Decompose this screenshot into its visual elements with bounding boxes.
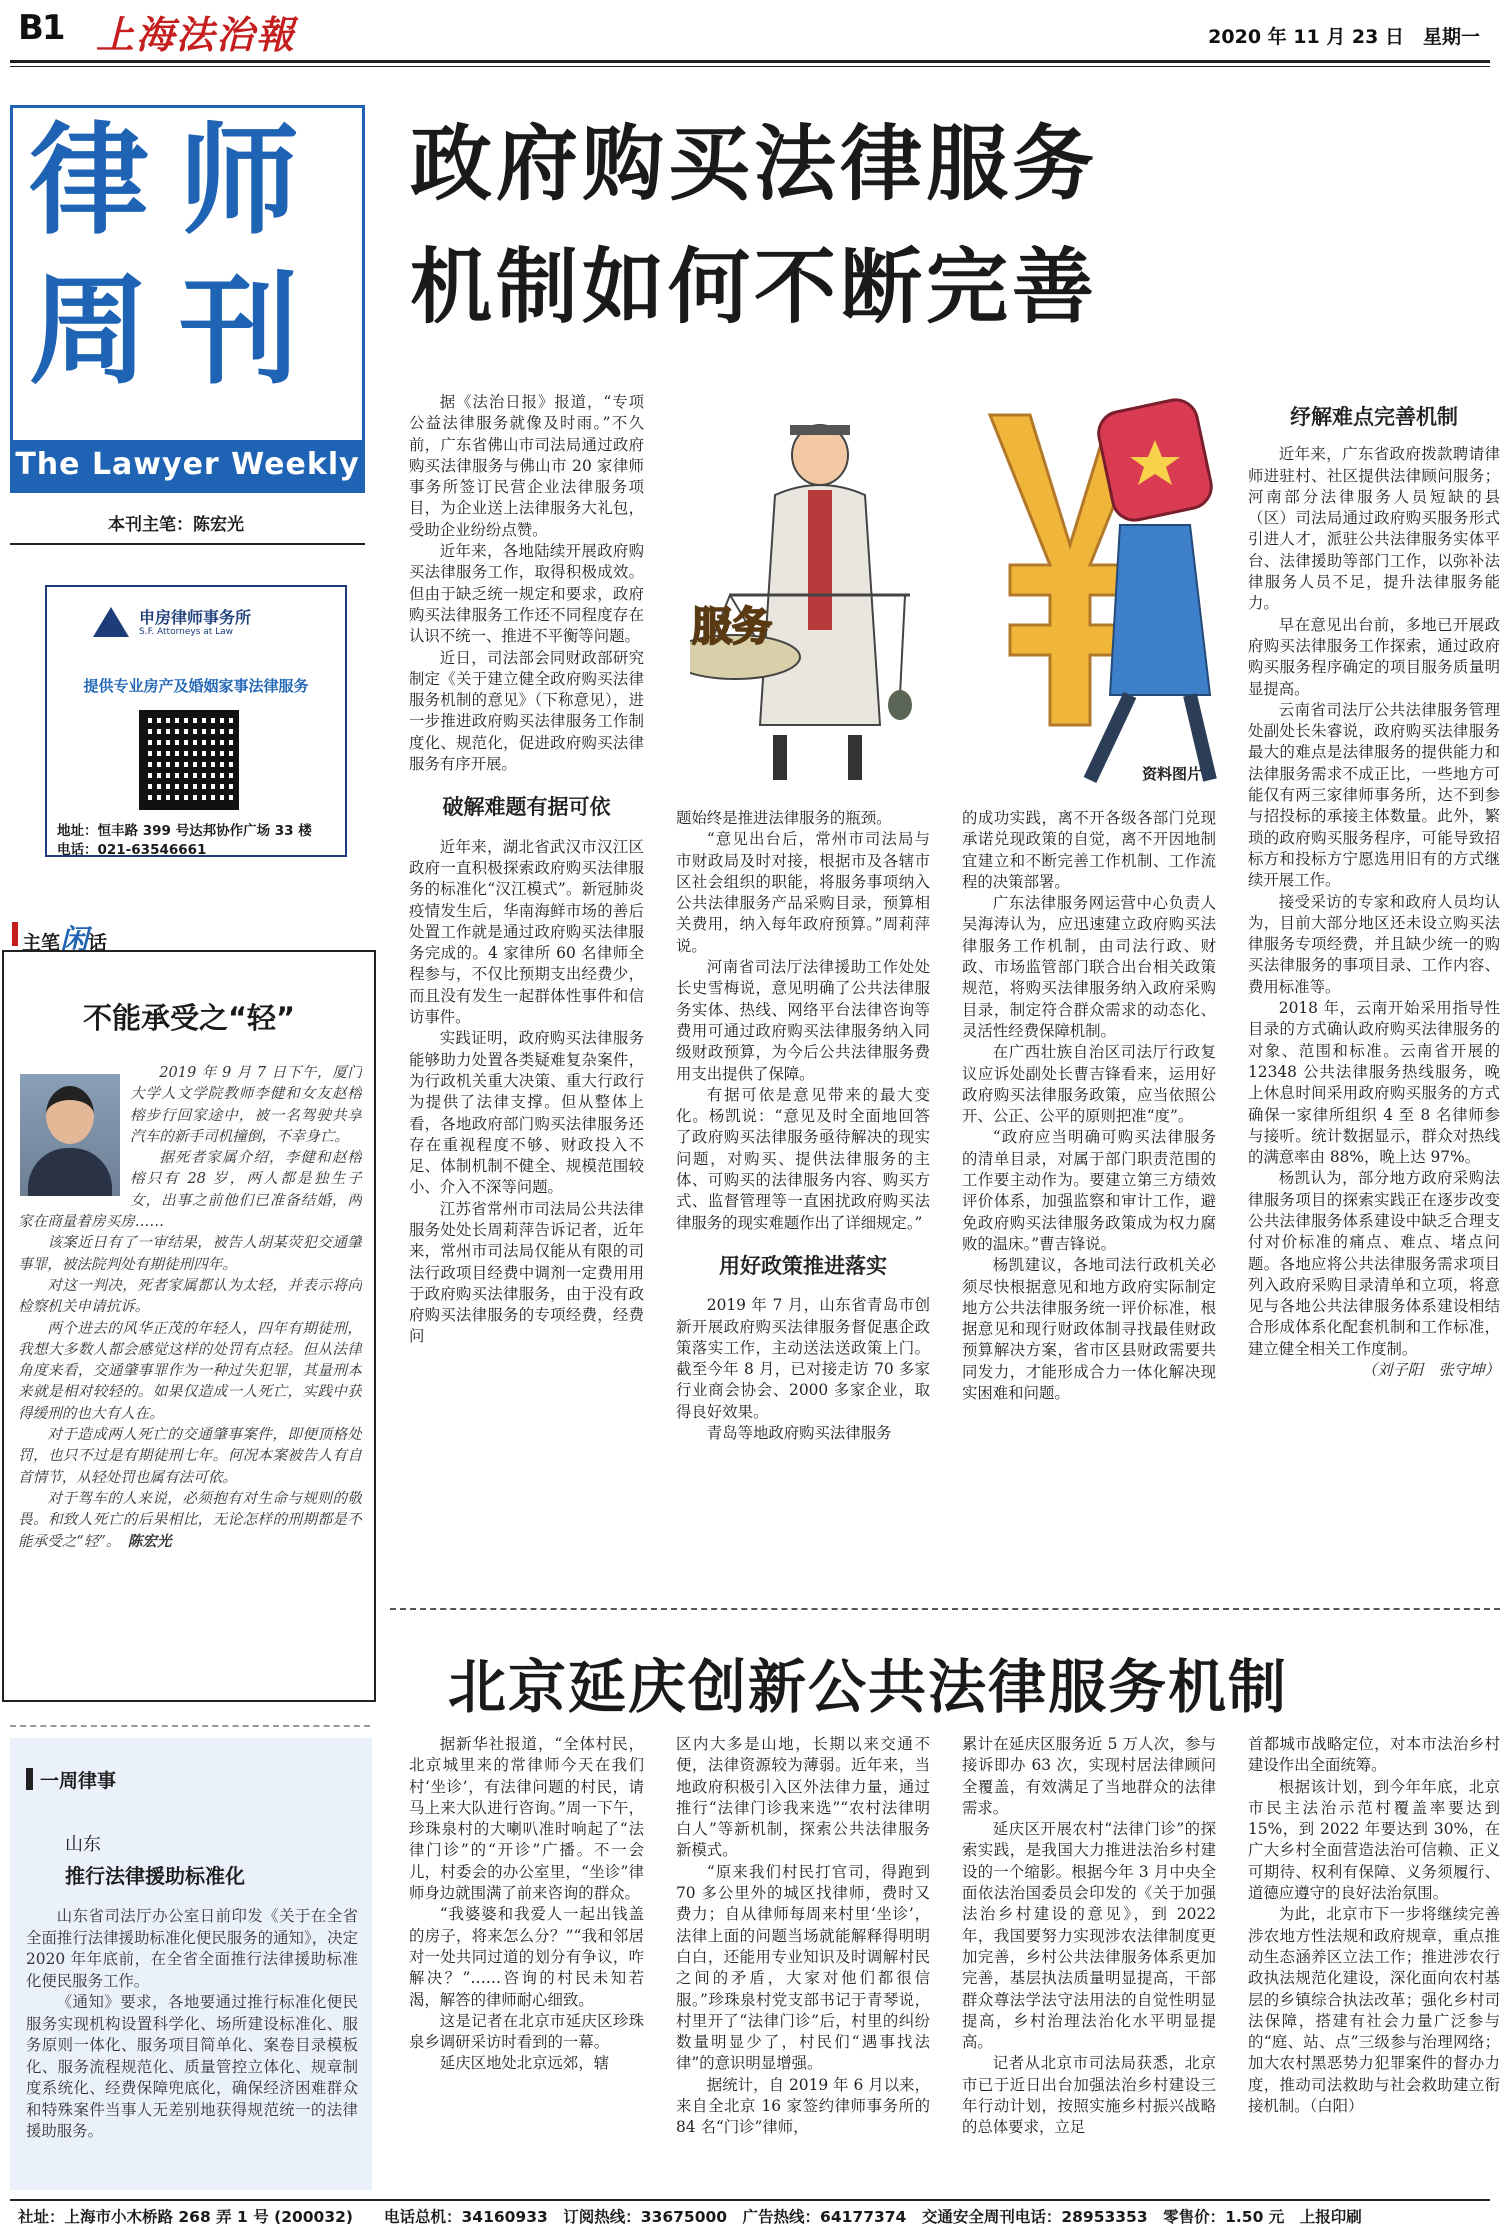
scale-string-shape <box>900 595 905 695</box>
cartoon-svg <box>690 395 1220 790</box>
weekly-tag: 一周律事 <box>40 1770 117 1792</box>
column-paragraph: 据死者家属介绍，李健和赵榕榕只有 28 岁，两人都是独生子女，出事之前他们已准备结婚，两家在商量着房买房…… <box>18 1149 362 1231</box>
column-tag-bar <box>12 922 18 946</box>
cartoon-hair-shape <box>790 425 850 435</box>
left-divider <box>10 1725 370 1727</box>
qr-code-icon <box>139 710 239 810</box>
column-paragraph <box>18 1488 362 1552</box>
main-paragraph: 有据可依是意见带来的最大变化。杨凯说：“意见及时全面地回答了政府购买法律服务亟待解决的现实问题，对购买、提供法律服务的主体、可购买的法律服务内容、购买方式、监督管理等一直困扰政府购买法律服务的现实难题作出了详细规定。” <box>676 1085 930 1232</box>
second-paragraph: “我婆婆和我爱人一起出钱盖的房子，将来怎么分？”“我和邻居对一处共同过道的划分有争议，咋解决？”……咨询的村民未知若渴，解答的律师耐心细致。 <box>409 1905 644 2009</box>
cartoon-label: 服务 <box>692 604 772 650</box>
main-byline: （刘子阳 张守坤） <box>1361 1361 1500 1380</box>
main-headline-2: 机制如何不断完善 <box>410 240 1099 335</box>
second-byline: （白阳） <box>1309 2097 1364 2116</box>
page-number: B1 <box>18 8 64 48</box>
column-body <box>18 1062 362 1672</box>
weekly-box <box>10 1738 372 2190</box>
main-headline-1: 政府购买法律服务 <box>410 117 1099 212</box>
second-column-4 <box>1248 1734 1500 2189</box>
image-caption: 资料图片 <box>1141 765 1202 783</box>
firm-logo-icon <box>93 607 129 637</box>
masthead-title-2 <box>29 262 329 402</box>
main-paragraph: 近日，司法部会同财政部研究制定《关于建立健全政府购买法律服务机制的意见》（下称意见），进一步推进政府购买法律服务工作制度化、规范化，促进政府购买法律服务有序开展。 <box>409 648 644 774</box>
weekly-region: 山东 <box>65 1834 101 1855</box>
second-paragraph: 记者从北京市司法局获悉，北京市已于近日出台加强法治乡村建设三年行动计划，按照实施乡村振兴战略的总体要求，立足 <box>962 2054 1216 2137</box>
second-paragraph: 延庆区开展农村“法律门诊”的探索实践，是我国大力推进法治乡村建设的一个缩影。根据今年 3 月中央全面依法治国委员会印发的《关于加强法治乡村建设的意见》，到 2022 年，我国要努力实现涉农法律制度更加完善，乡村公共法律服务体系更加完善，基层执法质量明显提高，干部群众尊法学法守法用法的自觉性明显提高，乡村治理法治化水平明显提高。 <box>962 1820 1216 2052</box>
second-headline: 北京延庆创新公共法律服务机制 <box>448 1653 1289 1721</box>
ad-slogan: 提供专业房产及婚姻家事法律服务 <box>83 677 309 695</box>
main-subhead-3: 纾解难点完善机制 <box>1290 405 1458 429</box>
column-tag-a: 主笔 <box>22 932 61 954</box>
second-paragraph: “原来我们村民打官司，得跑到 70 多公里外的城区找律师，费时又费力；自从律师每周来村里‘坐诊’，法律上面的问题当场就能解释得明明白白，还能用专业知识及时调解村民之间的矛盾，大家对他们都很信服。”珍珠泉村党支部书记于青琴说，村里开了“法律门诊”后，村里的纠纷数量明显少了，村民们“遇事找法律”的意识明显增强。 <box>676 1862 930 2073</box>
masthead-box <box>10 105 365 493</box>
second-paragraph: 首都城市战略定位，对本市法治乡村建设作出全面统筹。 <box>1248 1735 1500 1775</box>
ad-box <box>45 585 347 857</box>
column-author: 陈宏光 <box>127 1532 172 1550</box>
main-column-3 <box>962 808 1216 1580</box>
masthead-char: 师 <box>179 112 329 251</box>
main-paragraph: 题始终是推进法律服务的瓶颈。 <box>676 809 892 827</box>
column-title: 不能承受之“轻” <box>82 1001 296 1035</box>
main-paragraph: “政府应当明确可购买法律服务的清单目录，对属于部门职责范围的工作要主动作为。要建立第三方绩效评价体系，加强监察和审计工作，避免政府购买法律服务政策成为权力腐败的温床。”曹吉锋说。 <box>962 1128 1216 1253</box>
second-column-2 <box>676 1734 930 2189</box>
main-paragraph: 杨凯建议，各地司法行政机关必须尽快根据意见和地方政府实际制定地方公共法律服务统一评价标准，根据意见和现行财政体制寻找最佳财政预算解决方案，省市区县财政需要共同发力，才能形成合力一体化解决现实困难和问题。 <box>962 1256 1216 1403</box>
masthead-title-1 <box>29 112 329 252</box>
column-tag-b: 闲 <box>60 923 89 956</box>
masthead-char: 刊 <box>179 262 329 401</box>
main-paragraph: 据《法治日报》报道，“专项公益法律服务就像及时雨。”不久前，广东省佛山市司法局通过政府购买法律服务与佛山市 20 家律师事务所签订民营企业法律服务项目，为企业送上法律服务大礼包，受助企业纷纷点赞。 <box>409 393 644 539</box>
second-paragraph: 延庆区地处北京远郊，辖 <box>439 2054 610 2073</box>
second-paragraph: 根据该计划，到今年年底，北京市民主法治示范村覆盖率要达到 15%，到 2022 年要达到 30%，在广大乡村全面营造法治可信赖、正义可期待、权利有保障、义务须履行、道德应遵守的良好法治氛围。 <box>1248 1777 1500 1903</box>
main-paragraph: 在广西壮族自治区司法厅行政复议应诉处副处长曹吉锋看来，运用好政府购买法律服务政策，应当依照公开、公正、公平的原则把准“度”。 <box>962 1043 1216 1126</box>
second-paragraph: 累计在延庆区服务近 5 万人次，参与接诉即办 63 次，实现村居法律顾问全覆盖，有效满足了当地群众的法律需求。 <box>962 1735 1216 1817</box>
main-paragraph: 青岛等地政府购买法律服务 <box>706 1424 892 1443</box>
column-paragraph: 2019 年 9 月 7 日下午，厦门大学人文学院教师李健和女友赵榕榕步行回家途中，被一名驾驶共享汽车的新手司机撞倒，不幸身亡。 <box>130 1064 362 1145</box>
column-tag-c: 话 <box>88 932 108 954</box>
main-paragraph: 近年来，广东省政府拨款聘请律师进驻村、社区提供法律顾问服务；河南部分法律服务人员短缺的县（区）司法局通过政府购买服务形式引进人才，派驻公共法律服务实体平台、法律援助等部门工作，以弥补法律服务人员不足，提升法律服务能力。 <box>1248 445 1500 613</box>
masthead-editor: 本刊主笔：陈宏光 <box>108 515 244 535</box>
masthead-char: 周 <box>29 262 179 401</box>
main-paragraph: 2018 年，云南开始采用指导性目录的方式确认政府购买法律服务的对象、范围和标准。云南省开展的 12348 公共法律服务热线服务，晚上休息时间采用政府购买服务的方式确保一家律所组织 4 至 8 名律师参与接听。统计数据显示，群众对热线的满意率由 88%，晚上达 97%。 <box>1248 999 1500 1167</box>
main-paragraph: 云南省司法厅公共法律服务管理处副处长朱睿说，政府购买法律服务最大的难点是法律服务的提供能力和法律服务需求不成正比，一些地方可能仅有两三家律师事务所，达不到参与招投标的承接主体数量。此外，繁琐的政府购买服务程序，可能导致招标方和投标方宁愿选用旧有的方式继续开展工作。 <box>1248 700 1500 890</box>
weekly-body <box>26 1906 358 2182</box>
second-paragraph <box>1248 1904 1500 2117</box>
section-divider <box>390 1608 1500 1610</box>
cartoon-illustration <box>690 395 1220 790</box>
column-box <box>2 950 376 1702</box>
column-paragraph: 该案近日有了一审结果，被告人胡某荧犯交通肇事罪，被法院判处有期徒刑四年。 <box>18 1234 362 1273</box>
second-column-3 <box>962 1734 1216 2189</box>
weekly-tag-bar <box>26 1768 33 1790</box>
scale-weight-shape <box>888 690 912 720</box>
main-paragraph: 2019 年 7 月，山东省青岛市创新开展政府购买法律服务督促惠企政策落实工作，主动送法送政策上门。截至今年 8 月，已对接走访 70 多家行业商会协会、2000 多家企业，取得良好效果。 <box>676 1296 930 1421</box>
issue-date: 2020 年 11 月 23 日 星期一 <box>1208 26 1480 48</box>
header-rule <box>10 60 1490 63</box>
second-paragraph: 这是记者在北京市延庆区珍珠泉乡调研采访时看到的一幕。 <box>409 2011 644 2052</box>
main-paragraph: 江苏省常州市司法局公共法律服务处处长周莉萍告诉记者，近年来，常州市司法局仅能从有限的司法行政项目经费中调剂一定费用用于政府购买法律服务，由于没有政府购买法律服务的专项经费，经费问 <box>409 1199 644 1346</box>
footer-rule <box>10 2199 1490 2201</box>
second-paragraph: 区内大多是山地，长期以来交通不便，法律资源较为薄弱。近年来，当地政府积极引入区外法律力量，通过推行“法律门诊我来选”“农村法律明白人”等新机制，探索公共法律服务新模式。 <box>676 1735 930 1860</box>
second-column-1 <box>409 1734 644 2189</box>
paper-name: 上海法治報 <box>96 12 297 57</box>
main-subhead-1: 破解难题有据可依 <box>442 795 611 820</box>
second-paragraph: 据新华社报道，“全体村民，北京城里来的常律师今天在我们村‘坐诊’，有法律问题的村民，请马上来大队进行咨询。”周一下午，珍珠泉村的大喇叭准时响起了“法律门诊”的“开诊”广播。不一会儿，村委会的办公室里，“坐诊”律师身边就围满了前来咨询的群众。 <box>409 1735 644 1903</box>
firm-name-en: S.F. Attorneys at Law <box>139 627 234 637</box>
carrier-body-shape <box>1110 525 1210 695</box>
main-paragraph: 早在意见出台前，多地已开展政府购买法律服务工作探索，通过政府购买服务程序确定的项目服务质量明显提高。 <box>1248 615 1500 698</box>
main-paragraph: 接受采访的专家和政府人员均认为，目前大部分地区还未设立购买法律服务专项经费，并且缺少统一的购买法律服务的事项目录、工作内容、费用标准等。 <box>1248 892 1500 996</box>
main-paragraph: 近年来，湖北省武汉市汉江区政府一直积极探索政府购买法律服务的标准化“汉江模式”。新冠肺炎疫情发生后，华南海鲜市场的善后处置工作就是通过政府购买法律服务完成的。4 家律所 60 名律师全程参与，不仅比预期支出经费少，而且没有发生一起群体性事件和信访事件。 <box>409 837 644 1027</box>
second-paragraph: 据统计，自 2019 年 6 月以来，来自全北京 16 家签约律师事务所的 84 名“门诊”律师， <box>676 2075 930 2137</box>
main-paragraph: 河南省司法厅法律援助工作处处长史雪梅说，意见明确了公共法律服务实体、热线、网络平台法律咨询等费用可通过政府购买法律服务纳入同级财政预算，为今后公共法律服务费用支出提供了保障。 <box>676 958 930 1083</box>
photo-float <box>18 1062 130 1198</box>
ad-phone: 电话：021-63546661 <box>57 842 207 858</box>
main-column-4 <box>1248 395 1500 1585</box>
weekly-paragraph: 山东省司法厅办公室日前印发《关于在全省全面推行法律援助标准化便民服务的通知》，决定 2020 年年底前，在全省全面推行法律援助标准化便民服务工作。 <box>26 1907 358 1990</box>
main-column-1 <box>409 392 644 1580</box>
main-column-2 <box>676 808 930 1580</box>
footer-info: 社址：上海市小木桥路 268 弄 1 号 (200032) 电话总机：34160933 订阅热线：33675000 广告热线：64177374 交通安全周刊电话：28953353 零售价：1.50 元 上报印刷 <box>18 2208 1362 2226</box>
page-header <box>0 0 1500 62</box>
main-paragraph: 近年来，各地陆续开展政府购买法律服务工作，取得积极成效。但由于缺乏统一规定和要求，政府购买法律服务工作还不同程度存在认识不统一、推进不平衡等问题。 <box>409 542 644 646</box>
main-paragraph: 的成功实践，离不开各级各部门兑现承诺兑现政策的自觉，离不开因地制宜建立和不断完善工作机制、工作流程的决策部署。 <box>962 809 1216 891</box>
cartoon-legs-shape <box>780 735 855 780</box>
column-paragraph: 两个进去的风华正茂的年轻人，四年有期徒刑，我想大多数人都会感觉这样的处罚有点轻。但从法律角度来看，交通肇事罪作为一种过失犯罪，其量刑本来就是相对较轻的。如果仅造成一人死亡，实践中获得缓刑的也大有人在。 <box>18 1319 362 1422</box>
header-rule-thin <box>10 66 1490 67</box>
column-paragraph-text: 对于驾车的人来说，必须抱有对生命与规则的敬畏。和致人死亡的后果相比，无论怎样的刑期都是不能承受之“轻”。 <box>18 1489 362 1550</box>
masthead-char: 律 <box>29 112 179 251</box>
second-paragraph-text: 为此，北京市下一步将继续完善涉农地方性法规和政府规章，重点推动生态涵养区立法工作；推进涉农行政执法规范化建设，深化面向农村基层的乡镇综合执法改革；强化乡村司法保障，搭建有社会力量广泛参与的“庭、站、点”三级参与治理网络；加大农村黑恶势力犯罪案件的督办力度，推动司法救助与社会救助建立衔接机制。 <box>1248 1905 1500 2116</box>
firm-name: 申房律师事务所 <box>139 608 252 627</box>
main-paragraph: 杨凯认为，部分地方政府采购法律服务项目的探索实践正在逐步改变公共法律服务体系建设中缺乏合理支付对价标准的痛点、难点、堵点问题。各地应将公共法律服务需求项目列入政府采购目录清单和立项，将意见与各地公共法律服务体系建设相结合形成体系化配套机制和工作标准，建立健全相关工作度制。 <box>1248 1169 1500 1358</box>
masthead-rule <box>10 543 365 545</box>
main-paragraph: 广东法律服务网运营中心负责人吴海涛认为，应迅速建立政府购买法律服务工作机制，由司法行政、财政、市场监管部门联合出台相关政策规范，将购买法律服务纳入政府采购目录，制定符合群众需求的动态化、灵活性经费保障机制。 <box>962 894 1216 1040</box>
masthead-english: The Lawyer Weekly <box>13 440 362 490</box>
weekly-paragraph: 《通知》要求，各地要通过推行标准化便民服务实现机构设置科学化、场所建设标准化、服务原则一体化、服务项目简单化、案卷目录模板化、服务流程规范化、质量管控立体化、规章制度系统化、经费保障兜底化，确保经济困难群众和特殊案件当事人无差别地获得规范统一的法律援助服务。 <box>26 1993 358 2140</box>
column-paragraph: 对于造成两人死亡的交通肇事案件，即便顶格处罚，也只不过是有期徒刑七年。何况本案被告人有自首情节，从轻处罚也属有法可依。 <box>18 1426 362 1486</box>
column-paragraph: 对这一判决，死者家属都认为太轻，并表示将向检察机关申请抗诉。 <box>18 1276 362 1316</box>
main-subhead-2: 用好政策推进落实 <box>719 1253 887 1278</box>
main-paragraph: “意见出台后，常州市司法局与市财政局及时对接，根据市及各辖市区社会组织的职能，将服务事项纳入公共法律服务产品采购目录，预算相关费用，纳入每年政府预算。”周莉萍说。 <box>676 830 930 955</box>
weekly-title: 推行法律援助标准化 <box>65 1864 245 1888</box>
ad-address: 地址：恒丰路 399 号达邦协作广场 33 楼 <box>57 823 312 839</box>
cartoon-tie-shape <box>808 490 832 630</box>
main-paragraph: 实践证明，政府购买法律服务能够助力处置各类疑难复杂案件，为行政机关重大决策、重大行政行为提供了法律支撑。但从整体上看，各地政府部门购买法律服务还存在重视程度不够、财政投入不足、体制机制不健全、规模范围较小、介入不深等问题。 <box>409 1029 644 1197</box>
